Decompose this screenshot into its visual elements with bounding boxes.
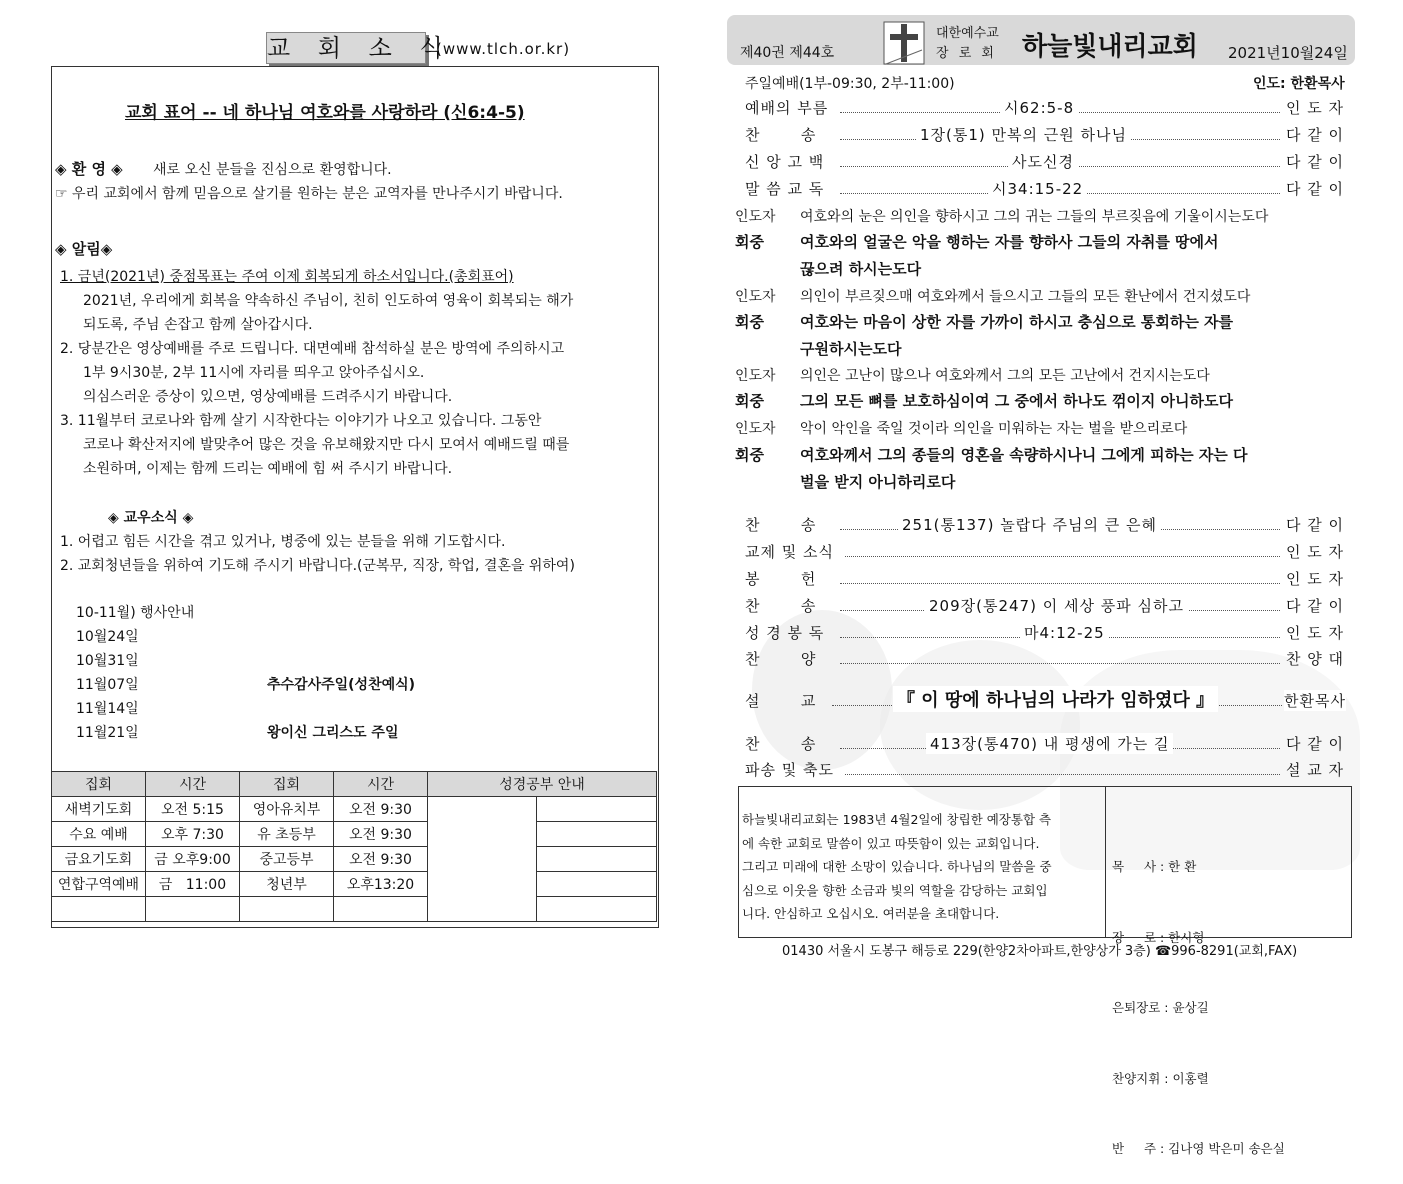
order-content: 시34:15-22	[988, 178, 1087, 199]
order-content: 마4:12-25	[1020, 622, 1109, 643]
sermon-preacher: 한환목사	[1284, 692, 1346, 710]
order-who: 다 같 이	[1286, 597, 1345, 615]
event-date: 11월07일	[76, 677, 139, 693]
order-label: 찬 양	[745, 650, 817, 668]
leader-dots	[840, 583, 1280, 584]
table-row	[52, 822, 657, 847]
bible-study-cell	[537, 872, 657, 897]
table-cell: 오전 9:30	[334, 797, 428, 822]
reading-role: 회중	[735, 446, 764, 464]
order-label: 찬 송	[745, 516, 817, 534]
reading-text: 벌을 받지 아니하리로다	[800, 473, 956, 491]
reading-role: 인도자	[735, 209, 776, 225]
reading-role: 회중	[735, 233, 764, 251]
newsletter-section-title: 교 회 소 식	[267, 34, 453, 62]
reading-text: 악이 악인을 죽일 것이라 의인을 미워하는 자는 벌을 받으리로다	[800, 421, 1188, 437]
reading-role: 인도자	[735, 368, 776, 384]
order-label: 찬 송	[745, 735, 817, 753]
table-cell: 청년부	[240, 872, 334, 897]
reading-text: 여호와께서 그의 종들의 영혼을 속량하시나니 그에게 피하는 자는 다	[800, 446, 1248, 464]
bulletin-date: 2021년10월24일	[1228, 44, 1348, 62]
table-header: 집회	[240, 772, 334, 797]
table-cell: 오후13:20	[334, 872, 428, 897]
order-who: 인 도 자	[1286, 570, 1345, 588]
table-cell	[334, 897, 428, 922]
order-label: 봉 헌	[745, 570, 817, 588]
reading-text: 그의 모든 뼈를 보호하심이여 그 중에서 하나도 꺾이지 아니하도다	[800, 392, 1234, 410]
notice-1a: 1. 금년(2021년) 중점목표는 주여 이제 회복되게 하소서입니다.(총회표어)	[60, 269, 514, 285]
event-date: 10월31일	[76, 653, 139, 669]
table-cell: 금 11:00	[146, 872, 240, 897]
leader-dots	[840, 663, 1280, 664]
event-date: 11월21일	[76, 725, 139, 741]
order-label: 성 경 봉 독	[745, 624, 825, 642]
order-label: 말 씀 교 독	[745, 180, 825, 198]
table-header-row	[52, 772, 657, 797]
notice-1c: 되도록, 주님 손잡고 함께 살아갑시다.	[83, 317, 313, 333]
table-row	[52, 797, 657, 822]
notice-2b: 1부 9시30분, 2부 11시에 자리를 띄우고 앉아주십시오.	[83, 365, 425, 381]
events-heading: 10-11월) 행사안내	[76, 605, 195, 621]
order-who: 인 도 자	[1286, 543, 1345, 561]
church-name: 하늘빛내리교회	[1022, 32, 1198, 62]
welcome-heading: ◈ 환 영 ◈	[55, 160, 123, 178]
table-cell	[240, 897, 334, 922]
table-row	[52, 872, 657, 897]
reading-text: 구원하시는도다	[800, 340, 902, 358]
watermark-illustration	[880, 640, 1080, 810]
bible-study-cell	[537, 797, 657, 822]
reading-text: 여호와는 마음이 상한 자를 가까이 하시고 충심으로 통회하는 자를	[800, 313, 1234, 331]
leader-dots	[845, 774, 1280, 775]
info-divider	[1105, 786, 1106, 937]
denomination-line2: 장 로 회	[936, 46, 997, 61]
order-content: 413장(통470) 내 평생에 가는 길	[926, 733, 1173, 754]
event-name: 왕이신 그리스도 주일	[267, 725, 399, 741]
table-row	[52, 897, 657, 922]
notice-heading: ◈ 알림◈	[55, 240, 113, 258]
notice-2a: 2. 당분간은 영상예배를 주로 드립니다. 대면예배 참석하실 분은 방역에 주의하시고	[60, 341, 565, 357]
reading-text: 여호와의 눈은 의인을 향하시고 그의 귀는 그들의 부르짖음에 기울이시는도다	[800, 209, 1269, 225]
welcome-text: 새로 오신 분들을 진심으로 환영합니다.	[153, 162, 392, 178]
table-cell: 새벽기도회	[52, 797, 146, 822]
table-cell	[146, 897, 240, 922]
bible-study-cell	[428, 797, 537, 922]
table-cell: 연합구역예배	[52, 872, 146, 897]
event-date: 10월24일	[76, 629, 139, 645]
service-leader: 인도: 한환목사	[1253, 76, 1345, 92]
table-header: 시간	[146, 772, 240, 797]
order-content: 209장(통247) 이 세상 풍파 심하고	[925, 595, 1188, 616]
order-label: 예배의 부름	[745, 99, 829, 117]
order-who: 인 도 자	[1286, 624, 1345, 642]
order-label: 찬 송	[745, 597, 817, 615]
table-header: 시간	[334, 772, 428, 797]
table-cell: 수요 예배	[52, 822, 146, 847]
table-cell: 금 오후9:00	[146, 847, 240, 872]
event-name: 추수감사주일(성찬예식)	[267, 677, 416, 693]
order-who: 다 같 이	[1286, 153, 1345, 171]
order-who: 다 같 이	[1286, 126, 1345, 144]
table-cell: 오후 7:30	[146, 822, 240, 847]
denomination-line1: 대한예수교	[936, 26, 999, 41]
notice-3b: 코로나 확산저지에 발맞추어 많은 것을 유보해왔지만 다시 모여서 예배드릴 때를	[83, 437, 570, 453]
order-label: 파송 및 축도	[745, 761, 834, 779]
event-date: 11월14일	[76, 701, 139, 717]
leader-dots	[845, 556, 1280, 557]
order-who: 인 도 자	[1286, 99, 1345, 117]
table-cell	[52, 897, 146, 922]
order-content: 시62:5-8	[1000, 97, 1078, 118]
sermon-title: 『 이 땅에 하나님의 나라가 임하였다 』	[893, 686, 1218, 712]
table-cell: 영아유치부	[240, 797, 334, 822]
order-label: 신 앙 고 백	[745, 153, 825, 171]
bible-study-cell	[537, 897, 657, 922]
schedule-table	[51, 771, 657, 922]
notice-2c: 의심스러운 증상이 있으면, 영상예배를 드려주시기 바랍니다.	[83, 389, 453, 405]
church-about: 하늘빛내리교회는 1983년 4월2일에 창립한 예장통합 측 에 속한 교회로 말씀이 있고 따뜻함이 있는 교회입니다. 그리고 미래에 대한 소망이 있습니다. 하나님의 말씀을 중 심으로 이웃을 향한 소금과 빛의 역할을 감당하는 교회입 니다. 안심하고 오십시오. 여러분을 초대합니다.	[742, 812, 1052, 921]
church-logo-cross-icon	[882, 20, 926, 66]
table-header: 성경공부 안내	[428, 772, 657, 797]
reading-role: 회중	[735, 392, 764, 410]
welcome-line2: ☞ 우리 교회에서 함께 믿음으로 살기를 원하는 분은 교역자를 만나주시기 바랍니다.	[55, 186, 563, 202]
church-motto: 교회 표어 -- 네 하나님 여호와를 사랑하라 (신6:4-5)	[125, 103, 525, 123]
notice-3a: 3. 11월부터 코로나와 함께 살기 시작한다는 이야기가 나오고 있습니다. 그동안	[60, 413, 542, 429]
order-who: 찬 양 대	[1286, 650, 1345, 668]
order-content: 1장(통1) 만복의 근원 하나님	[916, 124, 1131, 145]
table-cell: 금요기도회	[52, 847, 146, 872]
order-who: 다 같 이	[1286, 735, 1345, 753]
order-content: 사도신경	[1008, 151, 1078, 172]
bible-study-cell	[537, 847, 657, 872]
order-label: 교제 및 소식	[745, 543, 834, 561]
table-cell: 오전 5:15	[146, 797, 240, 822]
reading-role: 회중	[735, 313, 764, 331]
member-news-2: 2. 교회청년들을 위하여 기도해 주시기 바랍니다.(군복무, 직장, 학업, 결혼을 위하여)	[60, 558, 575, 574]
table-header: 집회	[52, 772, 146, 797]
church-address: 01430 서울시 도봉구 해등로 229(한양2차아파트,한양상가 3층) ☎996-8291(교회,FAX)	[782, 944, 1298, 959]
table-cell: 오전 9:30	[334, 847, 428, 872]
table-row	[52, 847, 657, 872]
reading-text: 의인이 부르짖으매 여호와께서 들으시고 그들의 모든 환난에서 건지셨도다	[800, 289, 1251, 305]
sermon-label: 설 교	[745, 692, 817, 710]
reading-text: 의인은 고난이 많으나 여호와께서 그의 모든 고난에서 건지시는도다	[800, 368, 1210, 384]
reading-role: 인도자	[735, 289, 776, 305]
notice-1b: 2021년, 우리에게 회복을 약속하신 주님이, 친히 인도하여 영육이 회복되는 해가	[83, 293, 574, 309]
order-who: 다 같 이	[1286, 516, 1345, 534]
table-cell: 오전 9:30	[334, 822, 428, 847]
church-staff: 목 사 : 한 환 장 로 : 한시형 은퇴장로 : 윤상길 찬양지휘 : 이홍렬 반 주 : 김나영 박은미 송은실	[1112, 859, 1285, 1156]
bible-study-cell	[537, 822, 657, 847]
service-time: 주일예배(1부-09:30, 2부-11:00)	[745, 76, 955, 92]
member-news-heading: ◈ 교우소식 ◈	[108, 510, 194, 526]
reading-role: 인도자	[735, 421, 776, 437]
table-cell: 유 초등부	[240, 822, 334, 847]
order-who: 설 교 자	[1286, 761, 1345, 779]
volume-number: 제40권 제44호	[740, 45, 835, 61]
member-news-1: 1. 어렵고 힘든 시간을 겪고 있거나, 병중에 있는 분들을 위해 기도합시다.	[60, 534, 506, 550]
reading-text: 여호와의 얼굴은 악을 행하는 자를 향하사 그들의 자취를 땅에서	[800, 233, 1219, 251]
reading-text: 끊으려 하시는도다	[800, 260, 922, 278]
table-cell: 중고등부	[240, 847, 334, 872]
order-content: 251(통137) 놀랍다 주님의 큰 은혜	[898, 514, 1161, 535]
notice-3c: 소원하며, 이제는 함께 드리는 예배에 힘 써 주시기 바랍니다.	[83, 461, 453, 477]
order-who: 다 같 이	[1286, 180, 1345, 198]
website-url[interactable]: (www.tlch.or.kr)	[436, 40, 571, 58]
order-label: 찬 송	[745, 126, 817, 144]
